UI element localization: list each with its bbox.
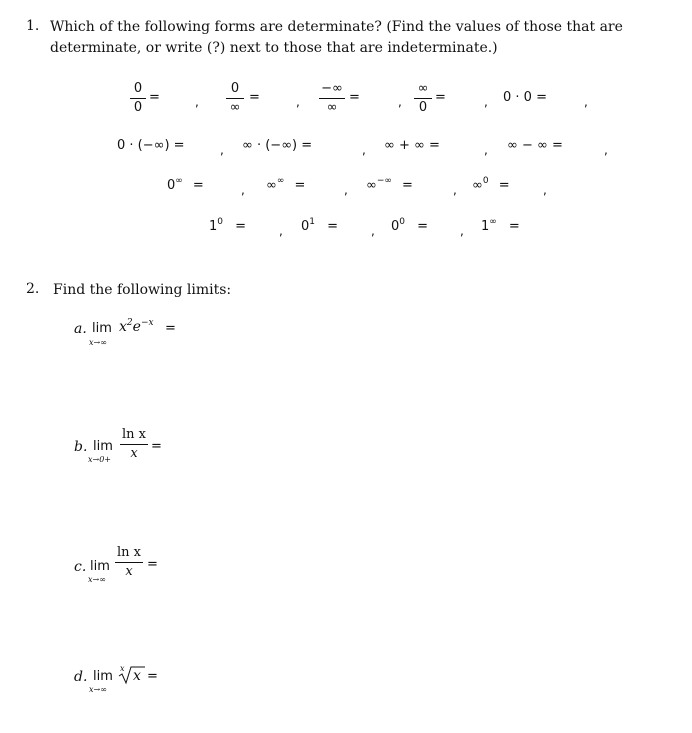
- expr-infinity-plus-infinity: ∞ + ∞ =: [384, 138, 440, 153]
- fraction-zero-over-infinity: [226, 82, 244, 115]
- equals-sign: =: [435, 90, 446, 105]
- fraction-bar: [120, 444, 148, 445]
- fraction-ln-x-over-x: [120, 428, 148, 461]
- base: 1: [481, 219, 490, 234]
- equals-sign: =: [498, 178, 510, 193]
- part-c-label: c.: [74, 559, 87, 575]
- expr-xth-root-of-x: [118, 664, 146, 686]
- base: 0: [167, 178, 176, 193]
- expr-x-squared-e-neg-x: [119, 319, 154, 335]
- fraction-numerator: ln x: [122, 427, 146, 442]
- q1-text-line2: determinate, or write (?) next to those that are indeterminate.): [50, 40, 498, 56]
- equals-sign: =: [402, 178, 413, 193]
- separator-comma: ,: [362, 143, 366, 157]
- separator-comma: ,: [484, 95, 488, 109]
- expr-infinity-times-neg-infinity: ∞ · (−∞) =: [242, 138, 313, 153]
- fraction-denominator: 0: [418, 100, 428, 115]
- fraction-bar: [130, 98, 146, 99]
- exponent: 2: [126, 318, 133, 328]
- equals-sign: =: [294, 178, 306, 193]
- equals-sign: =: [165, 321, 176, 336]
- exponent: ∞: [175, 176, 183, 186]
- fraction-numerator: 0: [133, 81, 143, 96]
- root-index: x: [120, 664, 125, 673]
- expr-zero-pow-one: [301, 219, 338, 234]
- fraction-numerator: −∞: [321, 81, 343, 96]
- fraction-bar: [226, 98, 244, 99]
- base: ∞: [366, 178, 377, 193]
- base: ∞: [472, 178, 483, 193]
- expr-infinity-pow-neg-infinity: [366, 178, 413, 193]
- fraction-neg-infinity-over-infinity: [319, 82, 345, 115]
- separator-comma: ,: [460, 224, 464, 238]
- fraction-numerator: 0: [230, 81, 240, 96]
- separator-comma: ,: [398, 95, 402, 109]
- equals-sign: =: [235, 219, 247, 234]
- separator-comma: ,: [453, 183, 457, 197]
- equals-sign: =: [147, 557, 158, 572]
- exponent: 0: [482, 176, 489, 186]
- equals-sign: =: [417, 219, 429, 234]
- fraction-infinity-over-zero: [414, 82, 432, 115]
- expr-infinity-pow-zero: [472, 178, 510, 193]
- exponent: −x: [140, 318, 154, 328]
- expr-zero-times-zero: 0 · 0 =: [503, 90, 547, 105]
- part-d-label: d.: [74, 669, 88, 685]
- lim-subscript: x→∞: [88, 575, 106, 584]
- expr-one-pow-infinity: [481, 219, 520, 234]
- lim-subscript: x→∞: [89, 685, 107, 694]
- lim-operator: lim: [93, 669, 113, 684]
- exponent: ∞: [276, 176, 285, 186]
- fraction-denominator: 0: [133, 100, 143, 115]
- exponent: 0: [399, 217, 406, 227]
- fraction-denominator: x: [130, 446, 138, 461]
- separator-comma: ,: [220, 143, 224, 157]
- lim-operator: lim: [92, 321, 112, 336]
- part-a-label: a.: [74, 321, 87, 337]
- equals-sign: =: [149, 90, 160, 105]
- fraction-ln-x-over-x: [115, 546, 143, 579]
- part-b-label: b.: [74, 439, 88, 455]
- equals-sign: =: [147, 669, 158, 684]
- exponent: 0: [217, 217, 224, 227]
- separator-comma: ,: [241, 183, 245, 197]
- expr-one-pow-zero: [209, 219, 246, 234]
- base: ∞: [266, 178, 277, 193]
- base: 0: [301, 219, 310, 234]
- equals-sign: =: [327, 219, 339, 234]
- separator-comma: ,: [279, 224, 283, 238]
- separator-comma: ,: [584, 95, 588, 109]
- lim-subscript: x→∞: [89, 338, 107, 347]
- separator-comma: ,: [296, 95, 300, 109]
- equals-sign: =: [151, 439, 162, 454]
- fraction-denominator: x: [125, 564, 133, 579]
- lim-operator: lim: [93, 439, 113, 454]
- fraction-bar: [414, 98, 432, 99]
- expr-infinity-minus-infinity: ∞ − ∞ =: [507, 138, 563, 153]
- equals-sign: =: [192, 178, 204, 193]
- expr-infinity-pow-infinity: [266, 178, 305, 193]
- fraction-denominator: ∞: [229, 100, 241, 115]
- fraction-zero-over-zero: [130, 82, 146, 115]
- base-x: x: [119, 319, 127, 335]
- lim-operator: lim: [90, 559, 110, 574]
- exponent: ∞: [489, 217, 497, 227]
- equals-sign: =: [508, 219, 520, 234]
- fraction-bar: [319, 98, 345, 99]
- fraction-bar: [115, 562, 143, 563]
- q2-number: 2.: [26, 281, 40, 297]
- equals-sign: =: [349, 90, 360, 105]
- separator-comma: ,: [543, 183, 547, 197]
- lim-subscript: x→0+: [88, 455, 112, 464]
- base: 0: [391, 219, 400, 234]
- separator-comma: ,: [484, 143, 488, 157]
- fraction-denominator: ∞: [326, 100, 338, 115]
- expr-zero-times-neg-infinity: 0 · (−∞) =: [117, 138, 185, 153]
- separator-comma: ,: [604, 143, 608, 157]
- exponent: 1: [309, 217, 316, 227]
- equals-sign: =: [249, 90, 260, 105]
- fraction-numerator: ln x: [117, 545, 141, 560]
- base: 1: [209, 219, 218, 234]
- radical-sign-icon: [118, 664, 146, 686]
- separator-comma: ,: [344, 183, 348, 197]
- q2-text: Find the following limits:: [53, 282, 232, 298]
- q1-number: 1.: [26, 18, 40, 34]
- expr-zero-pow-infinity: [167, 178, 204, 193]
- q1-text-line1: Which of the following forms are determinate? (Find the values of those that are: [50, 19, 623, 35]
- base-e: e: [132, 319, 141, 335]
- radicand: x: [133, 668, 141, 684]
- separator-comma: ,: [195, 95, 199, 109]
- exponent: −∞: [376, 176, 392, 186]
- expr-zero-pow-zero: [391, 219, 428, 234]
- separator-comma: ,: [371, 224, 375, 238]
- fraction-numerator: ∞: [417, 81, 429, 96]
